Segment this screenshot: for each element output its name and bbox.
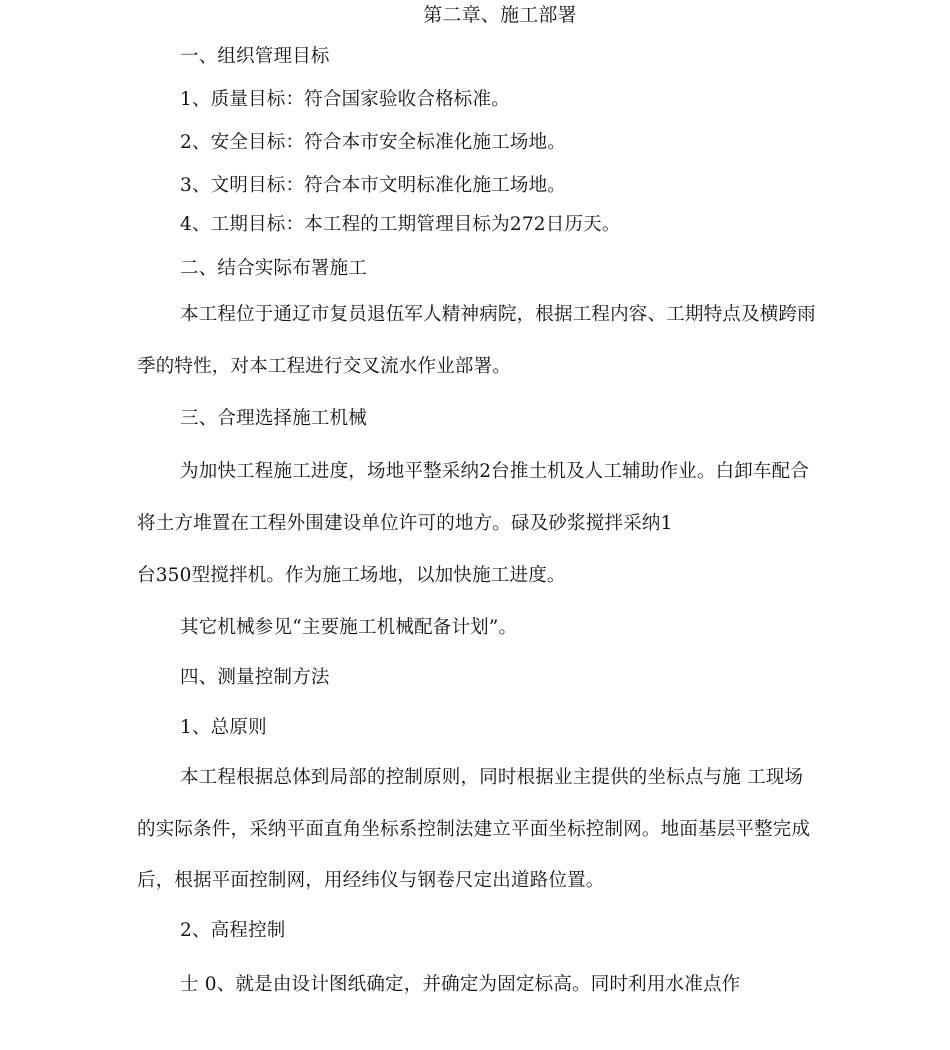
paragraph-line: 其它机械参见“主要施工机械配备计划”。 bbox=[180, 617, 518, 638]
chapter-title: 第二章、施工部署 bbox=[423, 4, 577, 26]
subsection-heading: 1、总原则 bbox=[180, 717, 267, 738]
paragraph-line: 台350型搅拌机。作为施工场地，以加快施工进度。 bbox=[137, 565, 566, 586]
list-item: 3、文明目标：符合本市文明标准化施工场地。 bbox=[180, 175, 566, 196]
list-item: 2、安全目标：符合本市安全标准化施工场地。 bbox=[180, 132, 566, 153]
paragraph-line: 本工程根据总体到局部的控制原则，同时根据业主提供的坐标点与施 工现场 bbox=[180, 767, 804, 788]
section-heading-1: 一、组织管理目标 bbox=[180, 46, 330, 67]
paragraph-line: 的实际条件，采纳平面直角坐标系控制法建立平面坐标控制网。地面基层平整完成 bbox=[137, 819, 811, 840]
paragraph-line: 后，根据平面控制网，用经纬仪与钢卷尺定出道路位置。 bbox=[137, 870, 605, 891]
subsection-heading: 2、高程控制 bbox=[180, 920, 286, 941]
paragraph-line: 为加快工程施工进度，场地平整采纳2台推土机及人工辅助作业。白卸车配合 bbox=[180, 461, 810, 482]
section-heading-4: 四、测量控制方法 bbox=[180, 667, 330, 688]
list-item: 4、工期目标：本工程的工期管理目标为272日历天。 bbox=[180, 214, 621, 235]
paragraph-line: 士 0、就是由设计图纸确定，并确定为固定标高。同时利用水准点作 bbox=[180, 974, 741, 995]
paragraph-line: 季的特性，对本工程进行交叉流水作业部署。 bbox=[137, 356, 512, 377]
section-heading-2: 二、结合实际布署施工 bbox=[180, 258, 368, 279]
paragraph-line: 本工程位于通辽市复员退伍军人精神病院，根据工程内容、工期特点及横跨雨 bbox=[180, 304, 816, 325]
section-heading-3: 三、合理选择施工机械 bbox=[180, 408, 368, 429]
list-item: 1、质量目标：符合国家验收合格标准。 bbox=[180, 89, 510, 110]
paragraph-line: 将土方堆置在工程外围建设单位许可的地方。碌及砂浆搅拌采纳1 bbox=[137, 513, 673, 534]
